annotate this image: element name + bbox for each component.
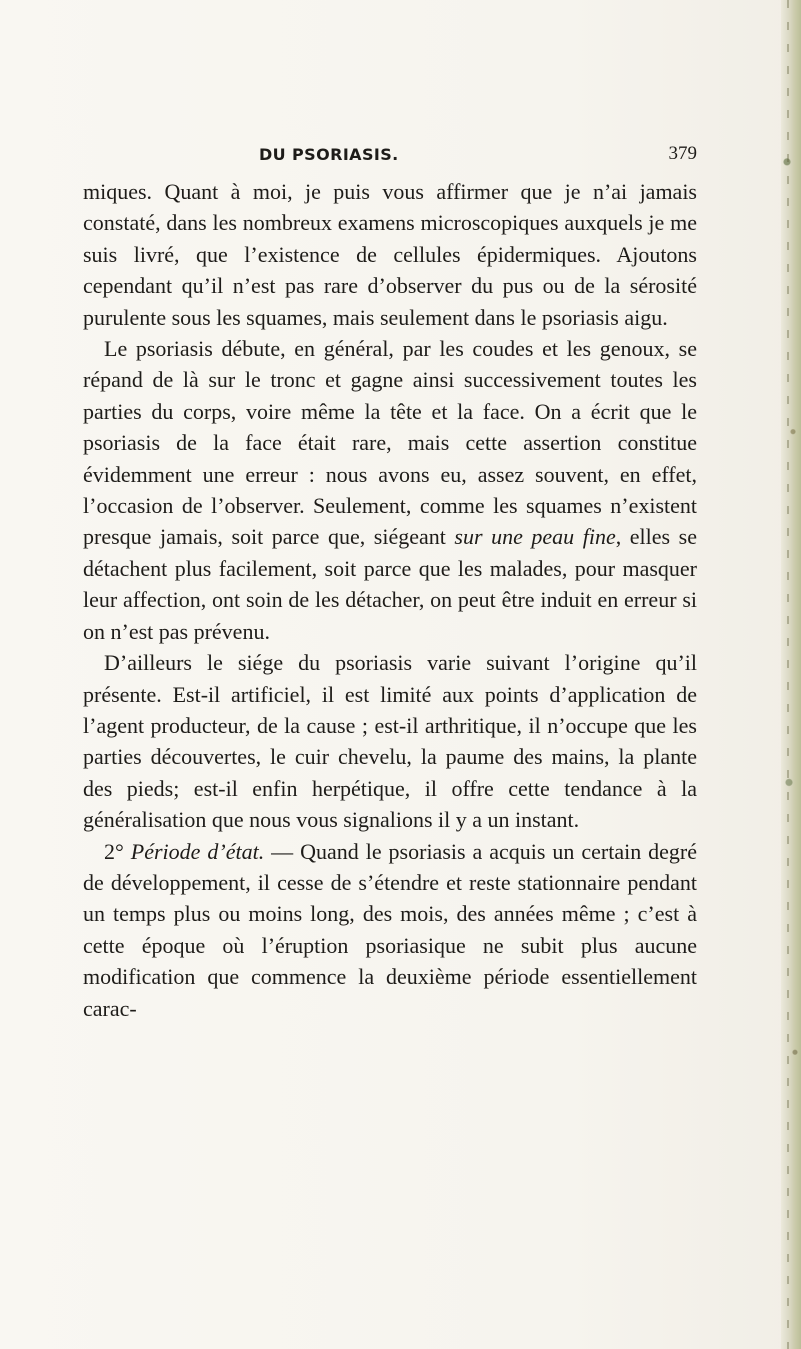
page-body bbox=[83, 176, 697, 1024]
paragraph-2-italic-phrase: sur une peau fine bbox=[454, 524, 616, 550]
paragraph-2-text: Le psoriasis débute, en général, par les coudes et les genoux, se répand de là sur le tronc et gagne ainsi successivement toutes les parties du corps, voire même la tête et la face. On a écrit que le psoriasis de la face était rare, mais cette assertion constitue évidemment une erreur : nous avons eu, assez souvent, en effet, l’occasion de l’observer. Seulement, comme les squames n’existent presque jamais, soit parce que, siégeant bbox=[83, 336, 697, 550]
section-title: Période d’état. bbox=[130, 838, 265, 864]
page-number: 379 bbox=[668, 143, 697, 164]
paragraph-4 bbox=[83, 836, 697, 1024]
paragraph-3 bbox=[83, 647, 697, 835]
paragraph-2-tail: , elles se détachent plus facilement, soit parce que les malades, pour masquer leur affection, ont soin de les détacher, on peut être induit en erreur si on n’est pas prévenu. bbox=[83, 524, 697, 644]
running-head: DU PSORIASIS. bbox=[259, 145, 399, 164]
paragraph-1-text: miques. Quant à moi, je puis vous affirmer que je n’ai jamais constaté, dans les nombreux examens microscopiques auxquels je me suis livré, que l’existence de cellules épidermiques. Ajoutons cependant qu’il n’est pas rare d’observer du pus ou de la sérosité purulente sous les squames, mais seulement dans le psoriasis aigu. bbox=[83, 179, 697, 330]
paragraph-2 bbox=[83, 333, 697, 647]
paragraph-4-text: — Quand le psoriasis a acquis un certain degré de développement, il cesse de s’étendre et reste stationnaire pendant un temps plus ou moins long, des mois, des années même ; c’est à cette époque où l’éruption psoriasique ne subit plus aucune modification que commence la deuxième période essentiellement carac- bbox=[83, 838, 698, 1021]
paragraph-1 bbox=[83, 176, 697, 333]
page-header bbox=[83, 145, 697, 167]
section-number: 2° bbox=[104, 838, 124, 864]
paragraph-3-text: D’ailleurs le siége du psoriasis varie suivant l’origine qu’il présente. Est-il artificiel, il est limité aux points d’application de l’agent producteur, de la cause ; est-il arthritique, il n’occupe que les parties découvertes, le cuir chevelu, la paume des mains, la plante des pieds; est-il enfin herpétique, il offre cette tendance à la généralisation que nous vous signalions il y a un instant. bbox=[83, 650, 697, 833]
page-edge-decoration bbox=[781, 0, 801, 1349]
